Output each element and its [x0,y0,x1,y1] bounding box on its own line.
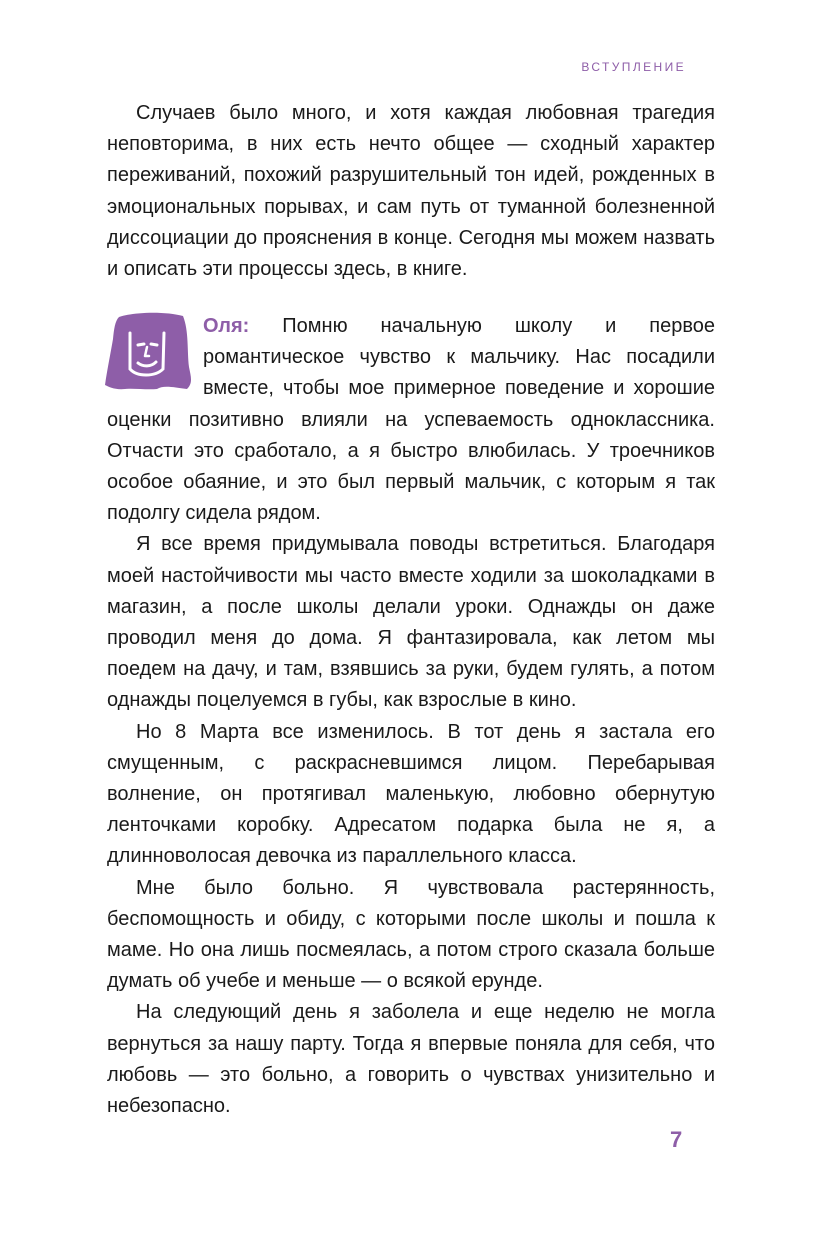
girl-face-icon [103,311,195,391]
running-header: ВСТУПЛЕНИЕ [581,60,686,74]
story-paragraph-4: Мне было больно. Я чувствовала растерянность, беспомощность и обиду, с которыми после школы и пошла к маме. Но она лишь посмеялась, а потом строго сказала больше думать об учебе и меньше — о всякой ерунде. [107,876,715,993]
story-paragraph-1 [107,311,715,529]
story-paragraph-2: Я все время придумывала поводы встретиться. Благодаря моей настойчивости мы часто вместе ходили за шоколадками в магазин, а после школы делали уроки. Однажды он даже проводил меня до дома. Я фантазировала, как летом мы поедем на дачу, и там, взявшись за руки, будем гулять, а потом однажды поцелуемся в губы, как взрослые в кино. [107,533,715,712]
page-number: 7 [670,1127,683,1152]
story-paragraph-3: Но 8 Марта все изменилось. В тот день я застала его смущенным, с раскрасневшимся лицом. Перебарывая волнение, он протягивал маленькую, любовно обернутую ленточками коробку. Адресатом подарка была не я, а длинноволосая девочка из параллельного класса. [107,720,715,868]
story-paragraph-5: На следующий день я заболела и еще неделю не могла вернуться за нашу парту. Тогда я впервые поняла для себя, что любовь — это больно, а говорить о чувствах унизительно и небезопасно. [107,1001,715,1118]
speaker-label: Оля: [203,315,250,337]
story-section [107,311,715,1122]
story-paragraph-1-text: Помню начальную школу и первое романтическое чувство к мальчику. Нас посадили вместе, чтобы мое примерное поведение и хорошие оценки позитивно влияли на успеваемость одноклассника. Отчасти это сработало, а я быстро влюбилась. У троечников особое обаяние, и это был первый мальчик, с которым я так подолгу сидела рядом. [107,315,715,525]
intro-section [107,98,715,285]
intro-paragraph: Случаев было много, и хотя каждая любовная трагедия неповторима, в них есть нечто общее — сходный характер переживаний, похожий разрушительный тон идей, рожденных в эмоциональных порывах, и сам путь от туманной болезненной диссоциации до прояснения в конце. Сегодня мы можем назвать и описать эти процессы здесь, в книге. [107,102,715,281]
